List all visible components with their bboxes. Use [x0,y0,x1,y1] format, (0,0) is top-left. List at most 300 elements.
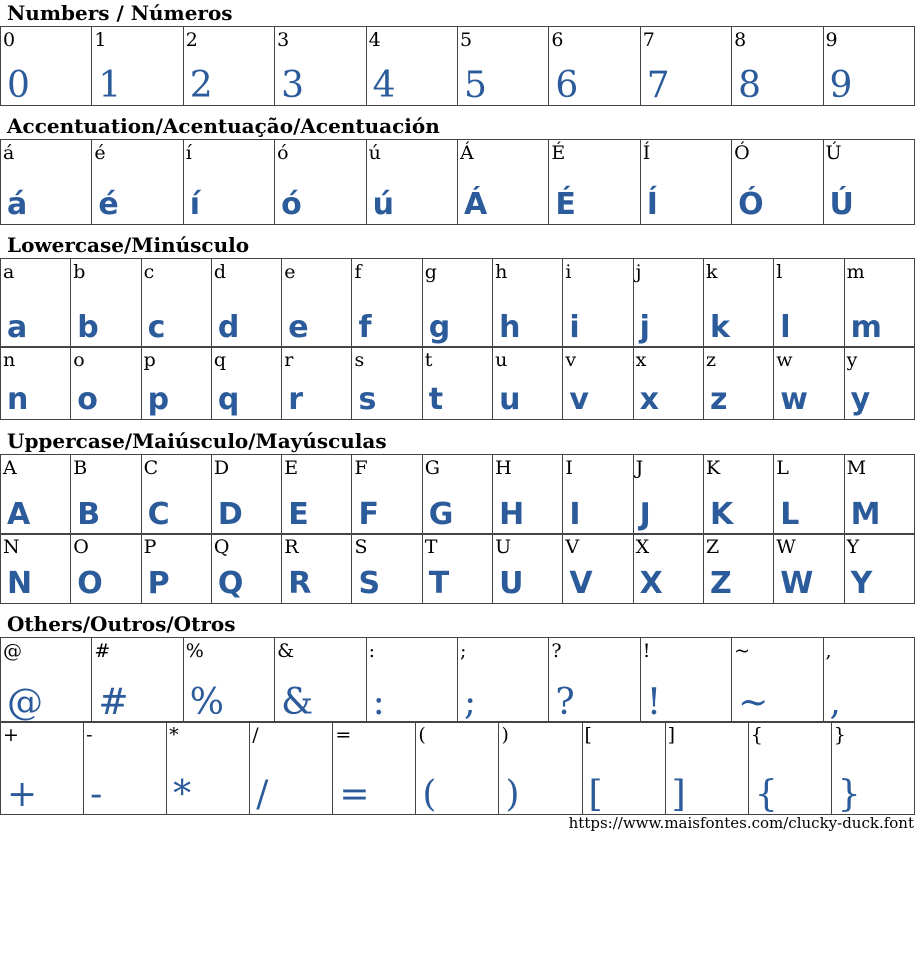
glyph-cell [633,534,703,604]
glyph-sample: v [569,382,589,417]
glyph-label: K [705,457,721,479]
glyph-cell [141,259,211,348]
glyph-sample: P [147,566,170,601]
glyph-label: R [284,536,299,558]
glyph-sample: l [780,310,791,345]
uppercase-title: Uppercase/Maiúsculo/Mayúsculas [7,429,387,453]
glyph-sample: H [499,497,525,532]
accentuation-grid [0,139,915,225]
lowercase-title: Lowercase/Minúsculo [7,233,250,257]
glyph-sample: í [189,187,201,222]
glyph-cell [275,27,366,106]
glyph-cell [1,140,92,225]
glyph-label: G [424,457,440,479]
glyph-label: U [495,536,512,558]
glyph-label: @ [3,640,22,662]
glyph-cell [633,347,703,420]
glyph-sample: 6 [555,65,579,106]
glyph-label: j [635,261,642,283]
glyph-label: 6 [551,29,564,51]
glyph-cell [366,140,457,225]
glyph-cell [183,140,274,225]
glyph-sample: , [829,682,841,723]
glyph-sample: * [173,774,192,815]
glyph-sample: Y [850,566,873,601]
glyph-sample: D [217,497,243,532]
glyph-sample: é [98,187,119,222]
glyph-sample: 0 [7,65,30,106]
glyph-sample: s [358,382,377,417]
glyph-label: F [354,457,368,479]
glyph-sample: T [428,566,450,601]
glyph-cell [1,27,92,106]
glyph-sample: + [7,774,38,815]
glyph-label: m [846,261,865,283]
glyph-sample: N [7,566,33,601]
glyph-label: y [846,349,858,371]
glyph-label: d [213,261,227,283]
glyph-cell [141,534,211,604]
glyph-sample: V [569,566,593,601]
glyph-label: ! [642,640,651,662]
glyph-label: É [551,142,566,164]
glyph-sample: o [77,382,98,417]
glyph-label: 1 [94,29,107,51]
glyph-sample: b [77,310,99,345]
glyph-label: ú [368,142,381,164]
glyph-sample: @ [7,682,43,723]
glyph-cell [703,534,773,604]
glyph-label: Y [846,536,860,558]
glyph-sample: O [77,566,103,601]
glyph-label: z [705,349,716,371]
glyph-label: ) [501,724,509,746]
glyph-row [1,722,915,815]
glyph-sample: ( [422,774,437,815]
glyph-cell [1,534,71,604]
glyph-cell [633,455,703,535]
glyph-cell [640,638,731,723]
glyph-sample: & [281,682,314,723]
glyph-sample: W [780,566,814,601]
glyph-sample: R [288,566,312,601]
glyph-cell [582,722,665,815]
glyph-label: r [284,349,294,371]
glyph-label: A [3,457,17,479]
glyph-sample: a [7,310,28,345]
glyph-sample: q [217,382,240,417]
glyph-sample: f [358,310,372,345]
glyph-sample: u [499,382,521,417]
glyph-cell [633,259,703,348]
glyph-sample: ] [671,774,686,815]
glyph-label: g [424,261,437,283]
glyph-label: ó [277,142,289,164]
glyph-row [1,638,915,723]
glyph-sample: n [7,382,29,417]
glyph-cell [831,722,914,815]
glyph-cell [493,455,563,535]
glyph-sample: / [256,774,269,815]
glyph-label: * [169,724,179,746]
glyph-label: } [833,724,846,746]
glyph-cell [167,722,250,815]
glyph-label: P [143,536,157,558]
others-grid-row-1 [0,637,915,723]
glyph-cell [732,638,823,723]
glyph-sample: c [147,310,166,345]
glyph-sample: C [147,497,170,532]
footer-url[interactable]: https://www.maisfontes.com/clucky-duck.font [568,814,914,832]
glyph-cell [282,347,352,420]
glyph-cell [92,27,183,106]
glyph-label: = [335,724,352,746]
glyph-label: J [635,457,644,479]
glyph-cell [563,259,633,348]
glyph-label: ; [459,640,467,662]
glyph-label: X [635,536,650,558]
glyph-label: v [565,349,577,371]
glyph-label: w [776,349,793,371]
glyph-label: Z [705,536,720,558]
glyph-label: D [213,457,230,479]
glyph-label: l [776,261,783,283]
glyph-label: u [495,349,508,371]
glyph-label: T [424,536,438,558]
glyph-label: i [565,261,572,283]
glyph-cell [71,347,141,420]
others-grid-row-2 [0,721,915,815]
glyph-label: é [94,142,106,164]
glyph-label: e [284,261,296,283]
glyph-label: + [3,724,19,746]
glyph-label: V [565,536,580,558]
glyph-sample: = [339,774,370,815]
glyph-sample: E [288,497,309,532]
glyph-cell [275,638,366,723]
glyph-cell [1,638,92,723]
glyph-label: I [565,457,573,479]
glyph-cell [774,347,844,420]
glyph-sample: r [288,382,303,417]
glyph-cell [416,722,499,815]
glyph-sample: ; [463,682,477,723]
glyph-cell [211,259,281,348]
glyph-sample: Z [709,566,732,601]
glyph-sample: 3 [281,65,305,106]
glyph-label: Q [213,536,230,558]
glyph-sample: á [7,187,28,222]
glyph-cell [774,455,844,535]
glyph-label: H [495,457,512,479]
glyph-sample: z [709,382,728,417]
glyph-sample: # [98,682,129,723]
glyph-sample: % [189,682,224,723]
glyph-cell [422,347,492,420]
glyph-cell [183,638,274,723]
glyph-label: { [750,724,763,746]
glyph-cell [549,140,640,225]
glyph-label: ( [418,724,426,746]
glyph-sample: J [639,497,651,532]
glyph-sample: X [639,566,663,601]
glyph-sample: p [147,382,170,417]
glyph-cell [1,347,71,420]
glyph-sample: Ú [829,187,854,222]
glyph-cell [1,455,71,535]
glyph-sample: h [499,310,521,345]
glyph-label: M [846,457,867,479]
glyph-sample: I [569,497,581,532]
glyph-cell [71,259,141,348]
uppercase-grid-row-2 [0,533,915,604]
glyph-sample: } [837,774,861,815]
glyph-cell [499,722,582,815]
glyph-label: 9 [825,29,838,51]
glyph-sample: ~ [738,682,769,723]
glyph-label: % [185,640,204,662]
glyph-label: Á [459,142,474,164]
glyph-cell [748,722,831,815]
glyph-cell [352,455,422,535]
glyph-cell [665,722,748,815]
glyph-sample: S [358,566,381,601]
glyph-sample: 4 [372,65,396,106]
glyph-cell [457,140,548,225]
glyph-label: ] [667,724,676,746]
glyph-sample: ú [372,187,394,222]
glyph-sample: A [7,497,31,532]
glyph-row [1,534,915,604]
glyph-label: Ú [825,142,842,164]
glyph-cell [352,259,422,348]
glyph-row [1,140,915,225]
glyph-sample: 8 [738,65,762,106]
glyph-label: [ [584,724,592,746]
glyph-cell [774,259,844,348]
glyph-label: t [424,349,433,371]
glyph-label: Ó [734,142,750,164]
glyph-cell [732,140,823,225]
glyph-label: L [776,457,789,479]
glyph-cell [823,638,914,723]
glyph-sample: M [850,497,881,532]
glyph-cell [549,638,640,723]
glyph-sample: 5 [463,65,487,106]
glyph-label: í [185,142,192,164]
glyph-sample: 9 [829,65,853,106]
glyph-cell [563,455,633,535]
glyph-sample: É [555,187,576,222]
glyph-sample: m [850,310,882,345]
glyph-cell [703,347,773,420]
glyph-cell [141,347,211,420]
glyph-cell [640,140,731,225]
glyph-label: Í [642,142,651,164]
glyph-cell [211,347,281,420]
glyph-label: 2 [185,29,198,51]
glyph-sample: : [372,682,385,723]
glyph-cell [493,347,563,420]
uppercase-grid-row-1 [0,454,915,535]
glyph-cell [1,722,84,815]
glyph-label: & [277,640,295,662]
lowercase-grid-row-2 [0,346,915,420]
glyph-label: b [73,261,86,283]
glyph-label: ? [551,640,562,662]
glyph-cell [844,534,914,604]
glyph-sample: e [288,310,309,345]
glyph-sample: - [90,774,103,815]
glyph-label: n [3,349,16,371]
glyph-cell [844,455,914,535]
glyph-cell [823,27,914,106]
glyph-sample: ! [646,682,662,723]
glyph-label: a [3,261,15,283]
glyph-cell [282,534,352,604]
glyph-sample: L [780,497,800,532]
glyph-label: C [143,457,159,479]
glyph-sample: ) [505,774,520,815]
glyph-cell [457,638,548,723]
glyph-label: 3 [277,29,290,51]
glyph-sample: j [639,310,650,345]
glyph-sample: k [709,310,730,345]
glyph-label: S [354,536,368,558]
glyph-label: / [252,724,259,746]
glyph-cell [352,534,422,604]
glyph-label: B [73,457,88,479]
glyph-cell [366,638,457,723]
glyph-cell [282,455,352,535]
glyph-sample: ? [555,682,575,723]
glyph-cell [422,259,492,348]
numbers-grid [0,26,915,106]
glyph-sample: { [754,774,778,815]
glyph-label: k [705,261,718,283]
glyph-row [1,347,915,420]
glyph-label: s [354,349,365,371]
glyph-label: f [354,261,362,283]
glyph-cell [703,259,773,348]
glyph-cell [71,534,141,604]
glyph-label: E [284,457,299,479]
glyph-sample: t [428,382,444,417]
glyph-cell [493,534,563,604]
glyph-sample: [ [588,774,603,815]
glyph-label: W [776,536,796,558]
glyph-row [1,259,915,348]
glyph-cell [493,259,563,348]
glyph-cell [282,259,352,348]
glyph-cell [774,534,844,604]
glyph-sample: 7 [646,65,670,106]
glyph-cell [844,347,914,420]
glyph-label: , [825,640,832,662]
glyph-label: p [143,349,156,371]
glyph-cell [1,259,71,348]
glyph-cell [92,140,183,225]
glyph-sample: w [780,382,808,417]
glyph-label: q [213,349,227,371]
glyph-cell [71,455,141,535]
glyph-cell [92,638,183,723]
numbers-title: Numbers / Números [7,1,233,25]
glyph-sample: g [428,310,451,345]
glyph-cell [422,455,492,535]
glyph-cell [84,722,167,815]
glyph-sample: U [499,566,524,601]
glyph-sample: G [428,497,454,532]
glyph-cell [352,347,422,420]
glyph-cell [333,722,416,815]
glyph-label: O [73,536,89,558]
lowercase-grid-row-1 [0,258,915,348]
glyph-sample: 1 [98,65,122,106]
glyph-label: 0 [3,29,16,51]
glyph-label: c [143,261,155,283]
glyph-cell [141,455,211,535]
glyph-label: N [3,536,20,558]
glyph-cell [275,140,366,225]
accentuation-title: Accentuation/Acentuação/Acentuación [7,114,440,138]
glyph-label: - [86,724,93,746]
glyph-sample: y [850,382,871,417]
glyph-label: x [635,349,647,371]
others-title: Others/Outros/Otros [7,612,236,636]
glyph-cell [457,27,548,106]
glyph-label: á [3,142,15,164]
glyph-label: h [495,261,508,283]
glyph-sample: B [77,497,101,532]
glyph-cell [422,534,492,604]
glyph-cell [366,27,457,106]
glyph-cell [183,27,274,106]
glyph-cell [844,259,914,348]
glyph-cell [563,534,633,604]
glyph-cell [563,347,633,420]
glyph-cell [703,455,773,535]
glyph-cell [640,27,731,106]
glyph-sample: ó [281,187,302,222]
glyph-sample: x [639,382,660,417]
glyph-sample: Á [463,187,488,222]
glyph-label: ~ [734,640,751,662]
glyph-row [1,455,915,535]
glyph-cell [549,27,640,106]
glyph-label: 8 [734,29,747,51]
glyph-sample: Í [646,187,658,222]
glyph-label: 4 [368,29,381,51]
glyph-sample: Q [217,566,244,601]
glyph-cell [211,455,281,535]
glyph-row [1,27,915,106]
glyph-sample: F [358,497,379,532]
glyph-label: # [94,640,111,662]
glyph-label: o [73,349,85,371]
glyph-label: 5 [459,29,473,51]
glyph-cell [732,27,823,106]
glyph-sample: 2 [189,65,213,106]
glyph-label: : [368,640,375,662]
glyph-sample: d [217,310,240,345]
glyph-sample: i [569,310,580,345]
glyph-sample: K [709,497,734,532]
glyph-cell [211,534,281,604]
glyph-cell [823,140,914,225]
glyph-label: 7 [642,29,655,51]
glyph-cell [250,722,333,815]
